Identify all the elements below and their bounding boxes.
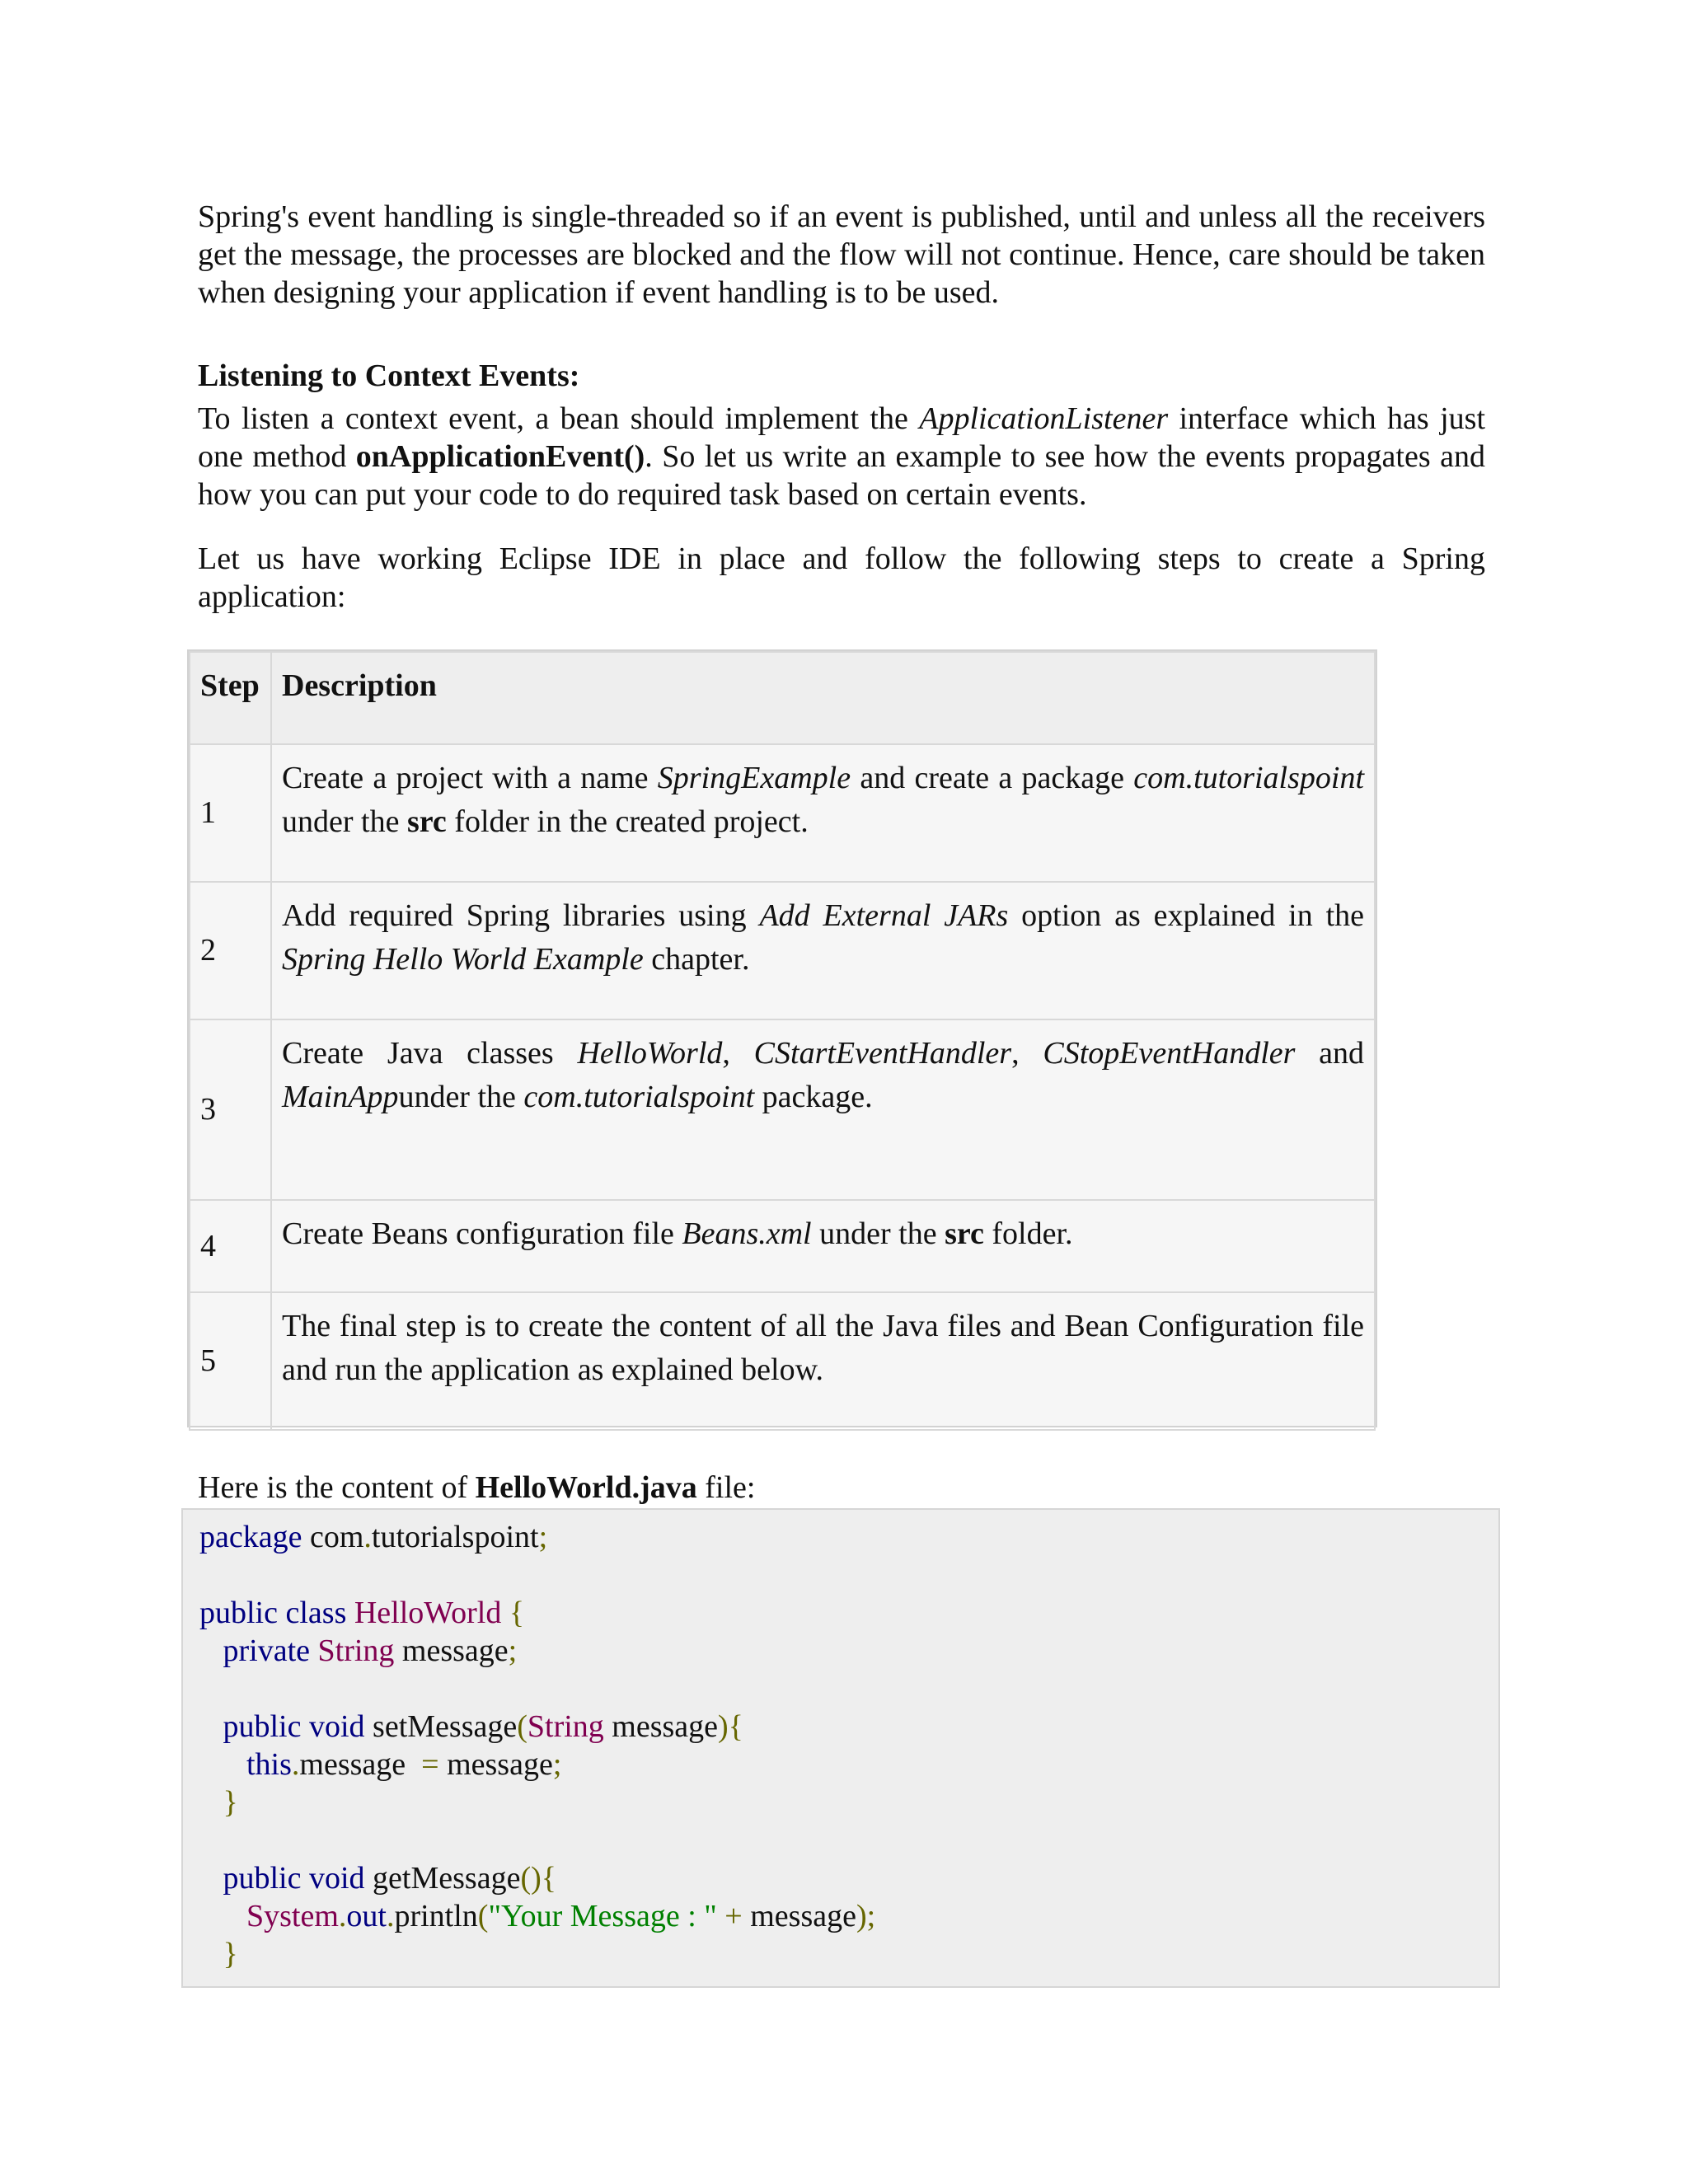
code-token: . [363,1520,372,1554]
description-text: folder in the created project. [446,804,809,839]
code-line [199,1518,1498,1556]
code-line [199,1783,1498,1821]
description-text: Create a project with a name [282,761,658,795]
interface-name: ApplicationListener [919,401,1169,436]
step-number: 5 [190,1292,271,1430]
code-token: + [724,1899,743,1933]
code-token: . [338,1899,347,1933]
description-text: Create Beans configuration file [282,1216,682,1251]
code-token: private [223,1633,311,1668]
code-token: ( [517,1709,528,1744]
code-token [717,1899,725,1933]
listener-paragraph [198,400,1485,513]
code-token: } [223,1937,238,1971]
code-token: = [421,1747,439,1782]
code-token: message [742,1899,856,1933]
description-text: com.tutorialspoint [523,1080,755,1114]
code-token: message [603,1709,719,1744]
description-text: under the [811,1216,945,1251]
step-number: 1 [190,744,271,882]
code-line [199,1897,1498,1935]
description-text: Spring Hello World Example [282,942,644,977]
code-token: println [394,1899,478,1933]
code-token [199,1633,223,1668]
step-description [271,1292,1375,1430]
step-description [271,882,1375,1019]
step-number: 3 [190,1019,271,1200]
code-token: ; [538,1520,548,1554]
header-description: Description [271,652,1375,744]
description-text: package. [754,1080,873,1114]
code-token: message [299,1747,422,1782]
code-line [199,1670,1498,1708]
code-token: public [223,1709,302,1744]
code-line [199,1746,1498,1783]
table-row [190,882,1375,1019]
step-number: 2 [190,882,271,1019]
description-text: , [722,1036,754,1071]
table-row [190,1200,1375,1292]
intro-paragraph: Spring's event handling is single-threaded so if an event is published, until and unless all the receivers get the message, the processes are blocked and the flow will not continue. Hence, care should be taken when designing your application if event handling is to be used. [198,199,1485,310]
method-name: onApplicationEvent() [355,439,645,474]
description-text: Create Java classes [282,1036,578,1071]
code-token: ( [477,1899,489,1933]
code-token: { [501,1596,525,1630]
code-line [199,1594,1498,1632]
code-token: . [386,1899,395,1933]
listener-text-3: . So let us write an example to see how the events propagates and how you can put your code to do required task based on certain events. [198,439,1485,512]
code-token: this [246,1747,292,1782]
description-text: option as explained in the [1008,898,1365,933]
listener-text-1: To listen a context event, a bean should implement the [198,401,920,436]
code-token: (){ [520,1861,556,1896]
table-row [190,1292,1375,1430]
code-line [199,1556,1498,1594]
code-token: setMessage [364,1709,518,1744]
description-text: CStartEventHandler [753,1036,1012,1071]
code-token: HelloWorld [354,1596,502,1630]
description-text: MainApp [282,1080,399,1114]
content-paragraph [198,1469,1485,1507]
description-text: com.tutorialspoint [1133,761,1364,795]
code-token: getMessage [364,1861,521,1896]
listener-text-2: interface which has just one method [198,401,1486,474]
code-token: public [199,1596,278,1630]
code-token [199,1709,223,1744]
code-token: "Your Message : " [488,1899,717,1933]
code-token [301,1709,309,1744]
file-name: HelloWorld.java [475,1470,697,1505]
code-block [181,1508,1500,1988]
code-token: String [317,1633,395,1668]
section-heading: Listening to Context Events: [198,359,580,393]
code-token [310,1633,318,1668]
description-text: HelloWorld [577,1036,723,1071]
code-token: ; [508,1633,518,1668]
code-token: } [223,1785,238,1820]
code-token: . [291,1747,300,1782]
code-line [199,1859,1498,1897]
code-token: System [246,1899,339,1933]
code-line [199,1632,1498,1670]
code-line [199,1821,1498,1859]
code-token: ); [856,1899,876,1933]
description-text: under the [282,804,407,839]
code-line [199,1708,1498,1746]
table-row [190,1019,1375,1200]
code-token [199,1899,246,1933]
code-token: String [527,1709,604,1744]
code-token [199,1785,223,1820]
code-token: void [308,1709,365,1744]
steps-table [187,649,1377,1427]
description-text: Add External JARs [759,898,1009,933]
code-token [199,1937,223,1971]
code-token: ){ [718,1709,743,1744]
description-text: src [406,804,447,839]
description-text: src [945,1216,984,1251]
code-token: out [346,1899,387,1933]
code-token: ; [552,1747,562,1782]
description-text: and create a package [851,761,1134,795]
content-text-2: file: [696,1470,756,1505]
description-text: Beans.xml [682,1216,812,1251]
description-text: SpringExample [657,761,851,795]
description-text: chapter. [643,942,750,977]
step-description [271,1200,1375,1292]
code-token: tutorialspoint [371,1520,539,1554]
code-token: public [223,1861,302,1896]
code-token [199,1861,223,1896]
description-text: under the [398,1080,524,1114]
code-token [301,1861,309,1896]
table-row [190,744,1375,882]
step-description [271,1019,1375,1200]
code-token: message [438,1747,553,1782]
code-token [199,1747,246,1782]
code-token: package [199,1520,302,1554]
step-description [271,744,1375,882]
code-token [346,1596,354,1630]
description-text: folder. [983,1216,1073,1251]
table-header-row [190,652,1375,744]
description-text: CStopEventHandler [1043,1036,1296,1071]
code-token: com [302,1520,364,1554]
eclipse-paragraph: Let us have working Eclipse IDE in place and follow the following steps to create a Spring application: [198,541,1485,614]
description-text: , [1011,1036,1043,1071]
step-number: 4 [190,1200,271,1292]
code-line [199,1935,1498,1973]
description-text: The final step is to create the content of all the Java files and Bean Configuration file and run the application as explained below. [282,1309,1364,1387]
content-text-1: Here is the content of [198,1470,476,1505]
code-token: class [285,1596,347,1630]
code-token: message [394,1633,509,1668]
description-text: Add required Spring libraries using [282,898,760,933]
description-text: and [1295,1036,1365,1071]
header-step: Step [190,652,271,744]
code-token: void [308,1861,365,1896]
